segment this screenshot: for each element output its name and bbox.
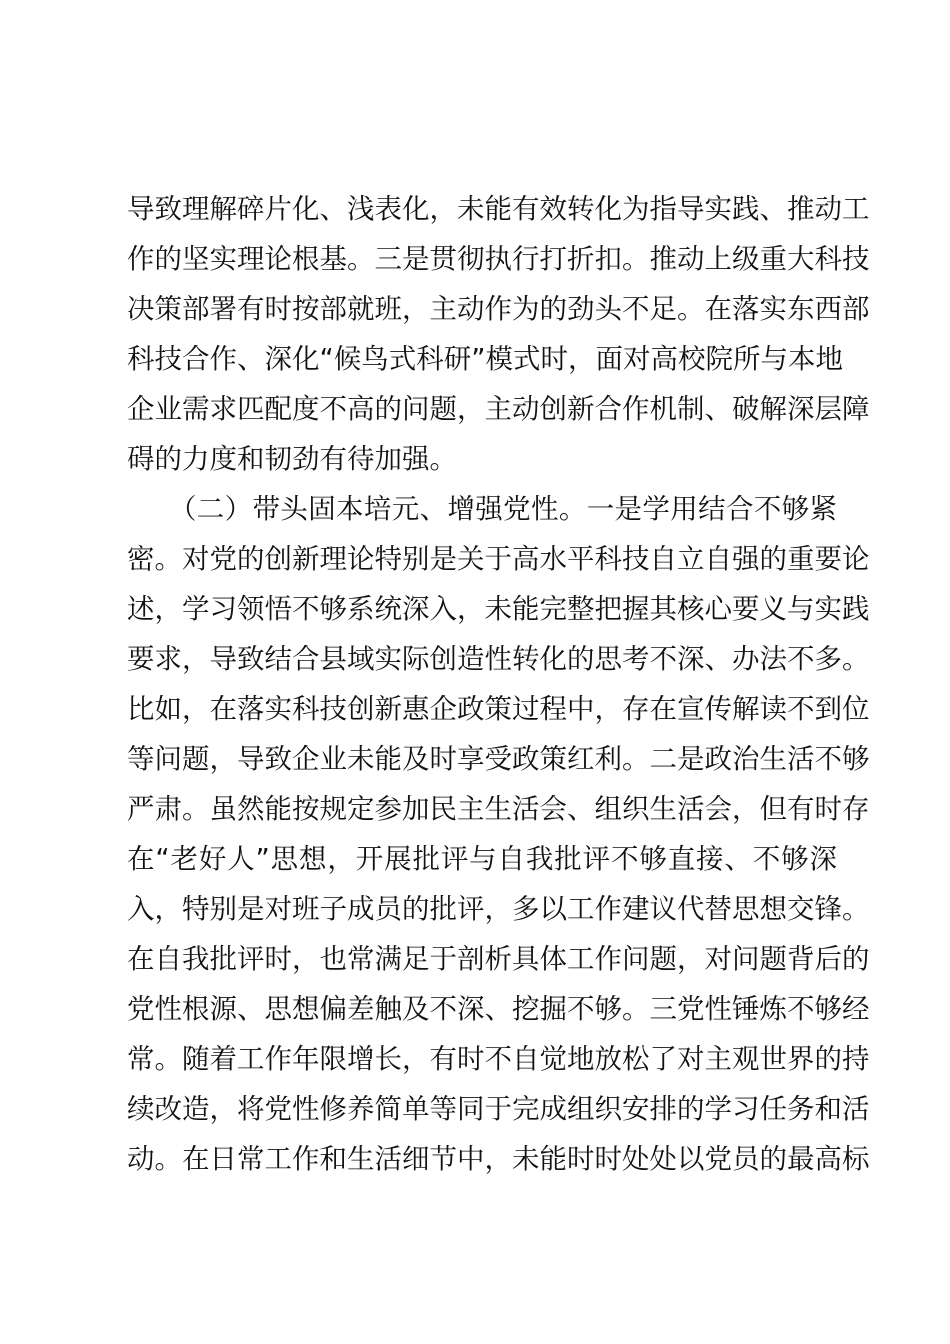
- text-line: 要求，导致结合县域实际创造性转化的思考不深、办法不多。: [127, 643, 870, 675]
- text-line: 动。在日常工作和生活细节中，未能时时处处以党员的最高标: [127, 1143, 870, 1175]
- text-line: 在自我批评时，也常满足于剖析具体工作问题，对问题背后的: [127, 943, 870, 975]
- text-line: 导致理解碎片化、浅表化，未能有效转化为指导实践、推动工: [127, 193, 870, 225]
- body-text: [127, 184, 870, 1184]
- text-line: 等问题，导致企业未能及时享受政策红利。二是政治生活不够: [127, 743, 870, 775]
- paragraph-end-line: 碍的力度和韧劲有待加强。: [127, 443, 457, 475]
- text-line: 常。随着工作年限增长，有时不自觉地放松了对主观世界的持: [127, 1043, 870, 1075]
- text-line: 密。对党的创新理论特别是关于高水平科技自立自强的重要论: [127, 543, 870, 575]
- text-line: 作的坚实理论根基。三是贯彻执行打折扣。推动上级重大科技: [127, 243, 870, 275]
- text-line: 企业需求匹配度不高的问题，主动创新合作机制、破解深层障: [127, 393, 870, 425]
- section-heading-line: （二）带头固本培元、增强党性。一是学用结合不够紧: [127, 493, 837, 525]
- text-line: 科技合作、深化“候鸟式科研”模式时，面对高校院所与本地: [127, 343, 843, 375]
- text-line: 比如，在落实科技创新惠企政策过程中，存在宣传解读不到位: [127, 693, 870, 725]
- text-line: 党性根源、思想偏差触及不深、挖掘不够。三党性锤炼不够经: [127, 993, 870, 1025]
- text-line: 决策部署有时按部就班，主动作为的劲头不足。在落实东西部: [127, 293, 870, 325]
- text-line: 述，学习领悟不够系统深入，未能完整把握其核心要义与实践: [127, 593, 870, 625]
- text-line: 在“老好人”思想，开展批评与自我批评不够直接、不够深: [127, 843, 837, 875]
- text-line: 入，特别是对班子成员的批评，多以工作建议代替思想交锋。: [127, 893, 870, 925]
- text-line: 续改造，将党性修养简单等同于完成组织安排的学习任务和活: [127, 1093, 870, 1125]
- text-line: 严肃。虽然能按规定参加民主生活会、组织生活会，但有时存: [127, 793, 870, 825]
